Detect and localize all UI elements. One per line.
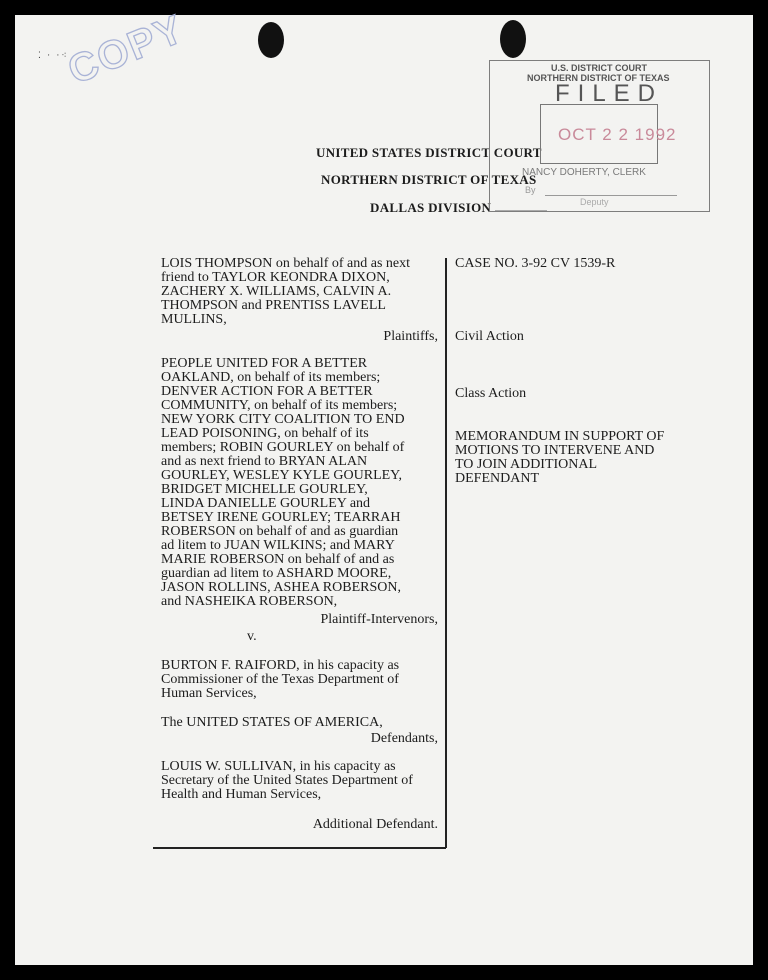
intervenors-line-14: ad litem to JUAN WILKINS; and MARY	[161, 538, 395, 553]
copy-stamp: COPY	[62, 6, 192, 93]
versus: v.	[247, 629, 257, 644]
intervenors-line-3: DENVER ACTION FOR A BETTER	[161, 384, 373, 399]
memo-title-line-1: MEMORANDUM IN SUPPORT OF	[455, 429, 665, 444]
civil-action: Civil Action	[455, 329, 524, 344]
intervenors-line-13: ROBERSON on behalf of and as guardian	[161, 524, 399, 539]
memo-title-line-4: DEFENDANT	[455, 471, 539, 486]
division-underline	[495, 210, 547, 211]
intervenors-line-15: MARIE ROBERSON on behalf of and as	[161, 552, 395, 567]
division-name: DALLAS DIVISION	[370, 200, 492, 215]
stamp-filed: FILED	[555, 80, 664, 107]
defendant-3-line-2: Secretary of the United States Department of	[161, 773, 413, 788]
intervenors-line-18: and NASHEIKA ROBERSON,	[161, 594, 338, 609]
intervenors-line-12: BETSEY IRENE GOURLEY; TEARRAH	[161, 510, 401, 525]
stamp-by: By	[525, 185, 536, 195]
plaintiffs-line-5: MULLINS,	[161, 312, 227, 327]
intervenors-label: Plaintiff-Intervenors,	[320, 612, 438, 627]
margin-marks: ⁚ · ·⁖	[38, 50, 69, 60]
case-number: CASE NO. 3-92 CV 1539-R	[455, 256, 616, 271]
intervenors-line-10: BRIDGET MICHELLE GOURLEY,	[161, 482, 368, 497]
caption-divider	[445, 258, 447, 848]
intervenors-line-16: guardian ad litem to ASHARD MOORE,	[161, 566, 392, 581]
defendant-3-line-1: LOUIS W. SULLIVAN, in his capacity as	[161, 759, 396, 774]
plaintiffs-label: Plaintiffs,	[383, 329, 438, 344]
stamp-district: NORTHERN DISTRICT OF TEXAS	[527, 73, 670, 83]
intervenors-line-1: PEOPLE UNITED FOR A BETTER	[161, 356, 368, 371]
defendant-3-line-3: Health and Human Services,	[161, 787, 322, 802]
defendant-1-line-3: Human Services,	[161, 686, 257, 701]
intervenors-line-4: COMMUNITY, on behalf of its members;	[161, 398, 398, 413]
class-action: Class Action	[455, 386, 527, 401]
district-name: NORTHERN DISTRICT OF TEXAS	[321, 172, 537, 187]
memo-title-line-3: TO JOIN ADDITIONAL	[455, 457, 598, 472]
intervenors-line-11: LINDA DANIELLE GOURLEY and	[161, 496, 371, 511]
stamp-date: OCT 2 2 1992	[558, 125, 677, 144]
plaintiffs-line-3: ZACHERY X. WILLIAMS, CALVIN A.	[161, 284, 392, 299]
intervenors-line-7: members; ROBIN GOURLEY on behalf of	[161, 440, 405, 455]
defendant-2: The UNITED STATES OF AMERICA,	[161, 715, 383, 730]
caption-underline	[153, 847, 446, 849]
plaintiffs-line-2: friend to TAYLOR KEONDRA DIXON,	[161, 270, 390, 285]
intervenors-line-8: and as next friend to BRYAN ALAN	[161, 454, 368, 469]
defendant-1-line-1: BURTON F. RAIFORD, in his capacity as	[161, 658, 400, 673]
binding-hole-right	[500, 20, 526, 58]
stamp-deputy: Deputy	[580, 197, 609, 207]
plaintiffs-line-1: LOIS THOMPSON on behalf of and as next	[161, 256, 410, 271]
binding-hole-left	[258, 22, 284, 58]
intervenors-line-17: JASON ROLLINS, ASHEA ROBERSON,	[161, 580, 401, 595]
stamp-signature-line	[545, 195, 677, 196]
defendant-1-line-2: Commissioner of the Texas Department of	[161, 672, 399, 687]
stamp-court: U.S. DISTRICT COURT	[551, 63, 647, 73]
plaintiffs-line-4: THOMPSON and PRENTISS LAVELL	[161, 298, 386, 313]
intervenors-line-9: GOURLEY, WESLEY KYLE GOURLEY,	[161, 468, 402, 483]
court-name: UNITED STATES DISTRICT COURT	[316, 145, 542, 160]
intervenors-line-6: LEAD POISONING, on behalf of its	[161, 426, 369, 441]
intervenors-line-2: OAKLAND, on behalf of its members;	[161, 370, 381, 385]
stamp-clerk: NANCY DOHERTY, CLERK	[522, 167, 646, 178]
additional-defendant-label: Additional Defendant.	[312, 817, 438, 832]
defendants-label: Defendants,	[370, 731, 438, 746]
intervenors-line-5: NEW YORK CITY COALITION TO END	[161, 412, 405, 427]
memo-title-line-2: MOTIONS TO INTERVENE AND	[455, 443, 655, 458]
